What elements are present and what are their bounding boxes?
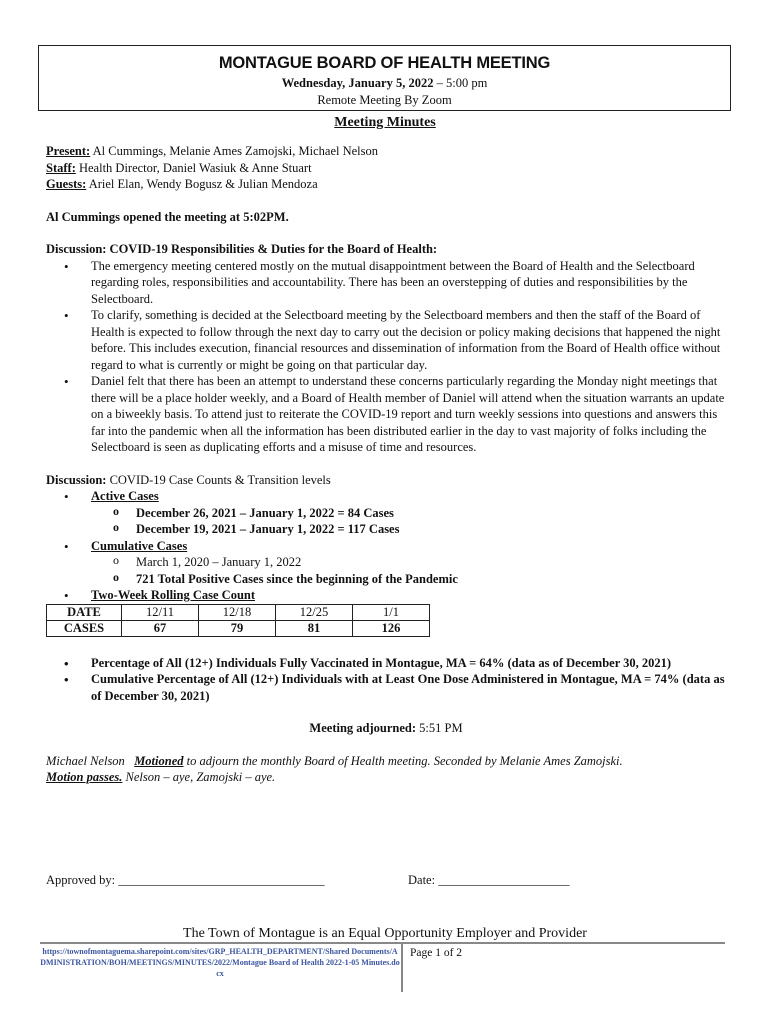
rolling-count-label: Two-Week Rolling Case Count [91,588,256,602]
present-label: Present: [46,144,91,158]
header-box [38,45,731,111]
list-item: o 721 Total Positive Cases since the beginning of the Pandemic [91,571,726,588]
list-item [46,538,726,588]
table-cell: 126 [353,620,430,636]
list-item: • Cumulative Percentage of All (12+) Individuals with at Least One Dose Administered in Montague, MA = 74% (data as of December 30, 2021) [46,671,726,704]
discussion1-heading: Discussion: COVID-19 Responsibilities & Duties for the Board of Health: [46,242,438,256]
document-title: MONTAGUE BOARD OF HEALTH MEETING [218,54,551,72]
rolling-case-table [46,604,430,637]
list-item: • The emergency meeting centered mostly on the mutual disappointment between the Board of Health and the Selectboard regarding roles, responsibilities and accountability. There has been an overstepping of duties and responsibilities by the Selectboard. [46,258,726,308]
equal-opportunity-statement: The Town of Montague is an Equal Opportunity Employer and Provider [183,926,587,941]
guests-label: Guests: [46,177,87,191]
table-row [47,604,430,620]
table-cell: 1/1 [353,604,430,620]
list-item [46,488,726,538]
motion-vote: Nelson – aye, Zamojski – aye. [122,770,276,784]
active-cases-list [91,505,726,538]
meeting-time: – 5:00 pm [433,75,488,90]
motion-line [46,753,726,770]
list-item: • Percentage of All (12+) Individuals Fully Vaccinated in Montague, MA = 64% (data as of December 30, 2021) [46,655,726,672]
present-names: Al Cummings, Melanie Ames Zamojski, Michael Nelson [90,144,379,158]
staff-names: Health Director, Daniel Wasiuk & Anne Stuart [75,160,312,175]
cumulative-cases-list [91,554,726,587]
page-number: Page 1 of 2 [410,947,463,959]
discussion2-list [46,488,726,604]
discussion2-heading [46,472,726,489]
table-row [47,620,430,636]
motion-result-line [46,769,726,786]
table-header-date: DATE [47,604,122,620]
guests-names: Ariel Elan, Wendy Bogusz & Julian Mendoza [86,177,318,191]
table-cell: 67 [122,620,199,636]
footer-file-path: https://townofmontaguema.sharepoint.com/sites/GRP_HEALTH_DEPARTMENT/Shared Documents/ADMINISTRATION/BOH/MEETINGS/MINUTES/2022/Montague Board of Health 2022-1-05 Minutes.docx [40,947,400,978]
staff-label: Staff: [46,160,76,175]
footer-divider [40,942,725,944]
table-cell: 12/11 [122,604,199,620]
adjourned-time: 5:51 PM [416,721,463,735]
minutes-title: Meeting Minutes [334,115,436,130]
list-item: • Daniel felt that there has been an attempt to understand these concerns particularly regarding the Monday night meetings that there will be a place holder weekly, and a Board of Health member of Daniel will attend when the situation warrants an update on a biweekly basis. To attend just to reiterate the COVID-19 report and turn weekly sessions into questions and answers this far into the pandemic when all the information has been distributed earlier in the day to vast majority of folks including the Selectboard is seen as duplicating efforts and a misuse of time and resources. [46,373,726,456]
motioned-label: Motioned [134,753,184,768]
list-item [46,587,726,604]
list-item: o December 26, 2021 – January 1, 2022 = 84 Cases [91,505,726,522]
meeting-adjourned [46,720,726,737]
list-item: • To clarify, something is decided at the Selectboard meeting by the Selectboard members and then the staff of the Board of Health is expected to follow through the next day to carry out the decision or policy making decisions that happened the night before. This includes execution, financial resources and dissemination of information from the Board of Health office without regard to what is currently or might be going on that particular day. [46,307,726,373]
meeting-location: Remote Meeting By Zoom [317,92,452,107]
date-line: Date: _____________________ [408,873,570,887]
approved-by-line: Approved by: _________________________________ [46,873,325,887]
discussion2-label: Discussion: [46,472,107,487]
list-item: o December 19, 2021 – January 1, 2022 = 117 Cases [91,521,726,538]
staff-line [46,160,726,177]
cumulative-cases-label: Cumulative Cases [91,538,188,553]
adjourned-label: Meeting adjourned: [309,721,417,735]
motion-passes-label: Motion passes. [46,770,123,784]
table-cell: 81 [276,620,353,636]
minutes-body [46,143,726,786]
table-header-cases: CASES [47,620,122,636]
list-item: o March 1, 2020 – January 1, 2022 [91,554,726,571]
meeting-date [39,75,730,92]
discussion1-list [46,258,726,456]
opened-statement: Al Cummings opened the meeting at 5:02PM. [46,209,289,224]
table-cell: 12/18 [199,604,276,620]
motion-text: to adjourn the monthly Board of Health meeting. Seconded by Melanie Ames Zamojski. [183,753,623,768]
table-cell: 12/25 [276,604,353,620]
guests-line [46,176,726,193]
vaccination-list [46,655,726,705]
discussion2-topic: COVID-19 Case Counts & Transition levels [106,472,331,487]
meeting-date-bold: Wednesday, January 5, 2022 [281,75,434,90]
table-cell: 79 [199,620,276,636]
footer-vertical-divider [401,944,403,992]
present-line [46,143,726,160]
active-cases-label: Active Cases [91,489,159,503]
motion-mover: Michael Nelson [46,753,135,768]
